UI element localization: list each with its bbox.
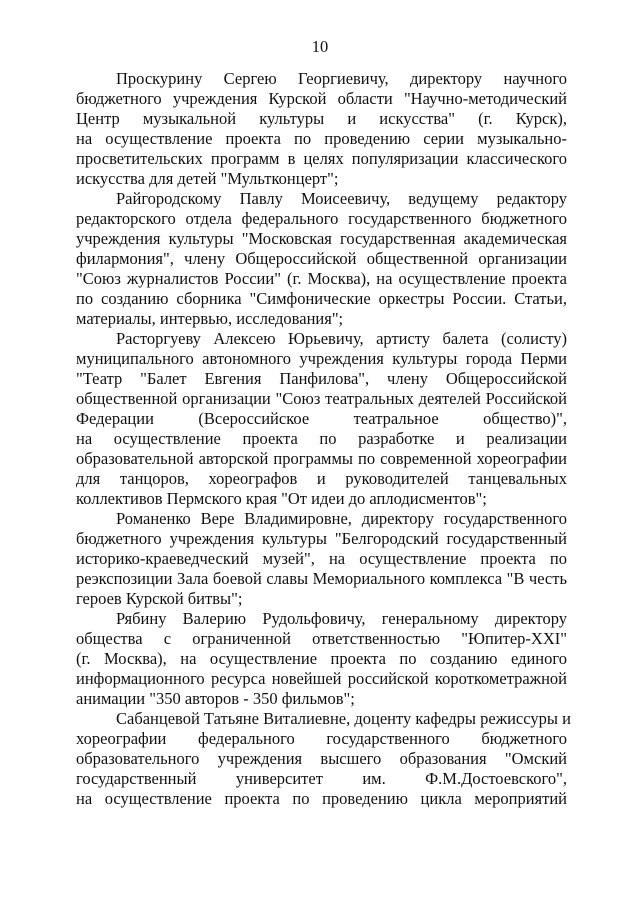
text-line: информационного ресурса новейшей российской короткометражной — [76, 669, 567, 688]
text-line: общественной организации "Союз театральных деятелей Российской — [76, 389, 567, 408]
text-line: редакторского отдела федерального государственного бюджетного — [76, 209, 567, 228]
text-line: филармония", члену Общероссийской общественной организации — [76, 249, 567, 268]
document-body — [76, 69, 571, 809]
text-line: "Театр "Балет Евгения Панфилова", члену Общероссийской — [76, 369, 567, 388]
paragraph — [76, 69, 567, 189]
text-line: муниципального автономного учреждения культуры города Перми — [76, 349, 567, 368]
text-line: искусства для детей "Мультконцерт"; — [76, 169, 339, 188]
text-line: Проскурину Сергею Георгиевичу, директору научного — [116, 69, 567, 88]
text-line: на осуществление проекта по проведению цикла мероприятий — [76, 789, 567, 808]
text-line: историко-краеведческий музей", на осуществление проекта по — [76, 549, 567, 568]
text-line: на осуществление проекта по разработке и реализации — [76, 429, 567, 448]
text-line: Романенко Вере Владимировне, директору государственного — [116, 509, 567, 528]
text-line: для танцоров, хореографов и руководителей танцевальных — [76, 469, 567, 488]
text-line: героев Курской битвы"; — [76, 589, 243, 608]
page-number: 10 — [311, 37, 329, 56]
text-line: просветительских программ в целях популяризации классического — [76, 149, 567, 168]
paragraph — [76, 709, 571, 809]
text-line: реэкспозиции Зала боевой славы Мемориального комплекса "В честь — [76, 569, 567, 588]
text-line: по созданию сборника "Симфонические оркестры России. Статьи, — [76, 289, 567, 308]
text-line: материалы, интервью, исследования"; — [76, 309, 344, 328]
text-line: "Союз журналистов России" (г. Москва), на осуществление проекта — [76, 269, 567, 288]
text-line: образовательной авторской программы по современной хореографии — [76, 449, 567, 468]
text-line: на осуществление проекта по проведению серии музыкально- — [76, 129, 567, 148]
text-line: Сабанцевой Татьяне Виталиевне, доценту кафедры режиссуры и — [116, 709, 571, 728]
text-line: Райгородскому Павлу Моисеевичу, ведущему редактору — [116, 189, 567, 208]
text-line: хореографии федерального государственного бюджетного — [76, 729, 567, 748]
text-line: Рябину Валерию Рудольфовичу, генеральному директору — [116, 609, 567, 628]
text-line: образовательного учреждения высшего образования "Омский — [76, 749, 567, 768]
text-line: государственный университет им. Ф.М.Достоевского", — [76, 769, 567, 788]
paragraph — [76, 509, 567, 609]
text-line: Центр музыкальной культуры и искусства" (г. Курск), — [76, 109, 567, 128]
text-line: Федерации (Всероссийское театральное общество)", — [76, 409, 567, 428]
paragraph — [76, 329, 567, 509]
text-line: бюджетного учреждения Курской области "Научно-методический — [76, 89, 567, 108]
text-line: анимации "350 авторов - 350 фильмов"; — [76, 689, 355, 708]
text-line: общества с ограниченной ответственностью "Юпитер-XXI" — [76, 629, 567, 648]
text-line: Расторгуеву Алексею Юрьевичу, артисту балета (солисту) — [116, 329, 567, 348]
paragraph — [76, 609, 567, 709]
text-line: бюджетного учреждения культуры "Белгородский государственный — [76, 529, 567, 548]
text-line: (г. Москва), на осуществление проекта по созданию единого — [76, 649, 567, 668]
text-line: учреждения культуры "Московская государственная академическая — [76, 229, 567, 248]
paragraph — [76, 189, 567, 329]
text-line: коллективов Пермского края "От идеи до аплодисментов"; — [76, 489, 487, 508]
